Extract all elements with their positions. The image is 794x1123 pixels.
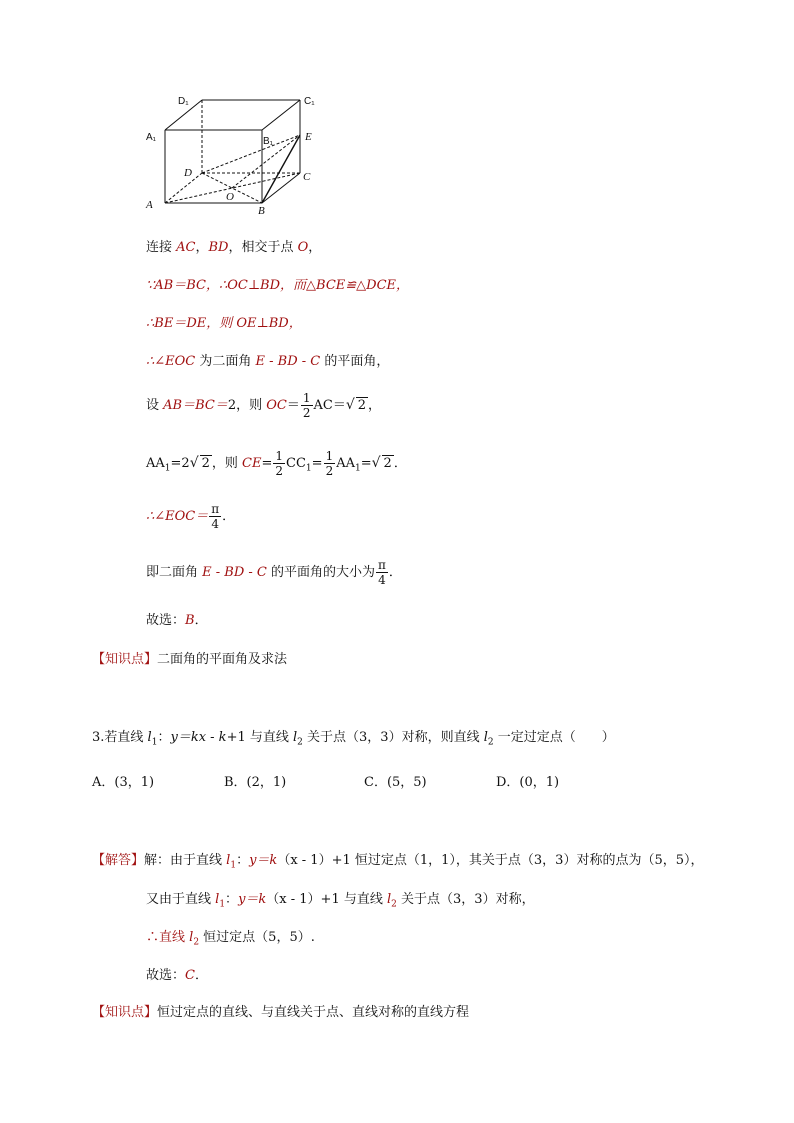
answer-3-line-1: 【解答】解：由于直线 $l_1$：y＝k（x - 1）+1 恒过定点（1，1），其关于点（3，3）对称的点为（5，5）， [92, 853, 704, 871]
option-c: C．(5，5) [364, 775, 427, 790]
solution-line-3: ∴BE＝DE，则 OE⊥BD， [146, 316, 302, 331]
solution-line-5: 设 AB＝BC＝2，则 OC＝ $\frac{1}{2}$ AC＝√ 2 ， [146, 391, 382, 420]
fraction-half: $\frac{1}{2}$ [302, 391, 311, 420]
solution-line-9: 故选：B． [146, 613, 208, 628]
label-o: O [226, 191, 234, 203]
knowledge-point-3: 【知识点】恒过定点的直线、与直线关于点、直线对称的直线方程 [92, 1005, 470, 1020]
solution-line-2: ∵AB＝BC，∴OC⊥BD，而△BCE≌△DCE， [146, 278, 410, 293]
label-b1: B₁ [263, 136, 274, 147]
solution-line-8: 即二面角 E - BD - C 的平面角的大小为 $\frac{\pi}{4}$ ． [146, 558, 402, 587]
solution-line-6: $AA_1=2√$ 2 ，则 CE= $\frac{1}{2}$ $CC_1=$ $\frac{1}{2}$ $AA_1=√$ 2 ． [146, 449, 407, 478]
answer-3-line-2: 又由于直线 $l_1$：y＝k（x - 1）+1 与直线 $l_2$ 关于点（3，3）对称， [146, 892, 535, 910]
label-d: D [184, 167, 192, 179]
option-b: B．(2，1) [224, 775, 287, 790]
label-d1: D₁ [178, 96, 189, 107]
label-a1: A₁ [146, 132, 157, 143]
knowledge-point-2: 【知识点】二面角的平面角及求法 [92, 652, 288, 667]
solution-line-7: ∴∠EOC＝ $\frac{\pi}{4}$ ． [146, 502, 236, 531]
solution-line-1: 连接 AC，BD，相交于点 O， [146, 240, 322, 255]
label-c1: C₁ [304, 96, 315, 107]
option-d: D．(0，1) [496, 775, 560, 790]
label-b: B [258, 205, 265, 217]
question-3-stem: 3.若直线 $l_1$：y＝kx - k+1 与直线 $l_2$ 关于点（3，3）对称，则直线 $l_2$ 一定过定点（ ） [92, 730, 615, 748]
label-e: E [305, 131, 312, 143]
answer-3-line-4: 故选：C． [146, 968, 208, 983]
cube-figure [140, 90, 330, 220]
label-a: A [146, 199, 153, 211]
label-c: C [303, 171, 311, 183]
sqrt-2: 2 [357, 398, 367, 413]
answer-3-line-3: ∴直线 $l_2$ 恒过定点（5，5）. [146, 930, 315, 948]
option-a: A．(3，1) [92, 775, 155, 790]
solution-line-4: ∴∠EOC 为二面角 E - BD - C 的平面角， [146, 354, 390, 369]
